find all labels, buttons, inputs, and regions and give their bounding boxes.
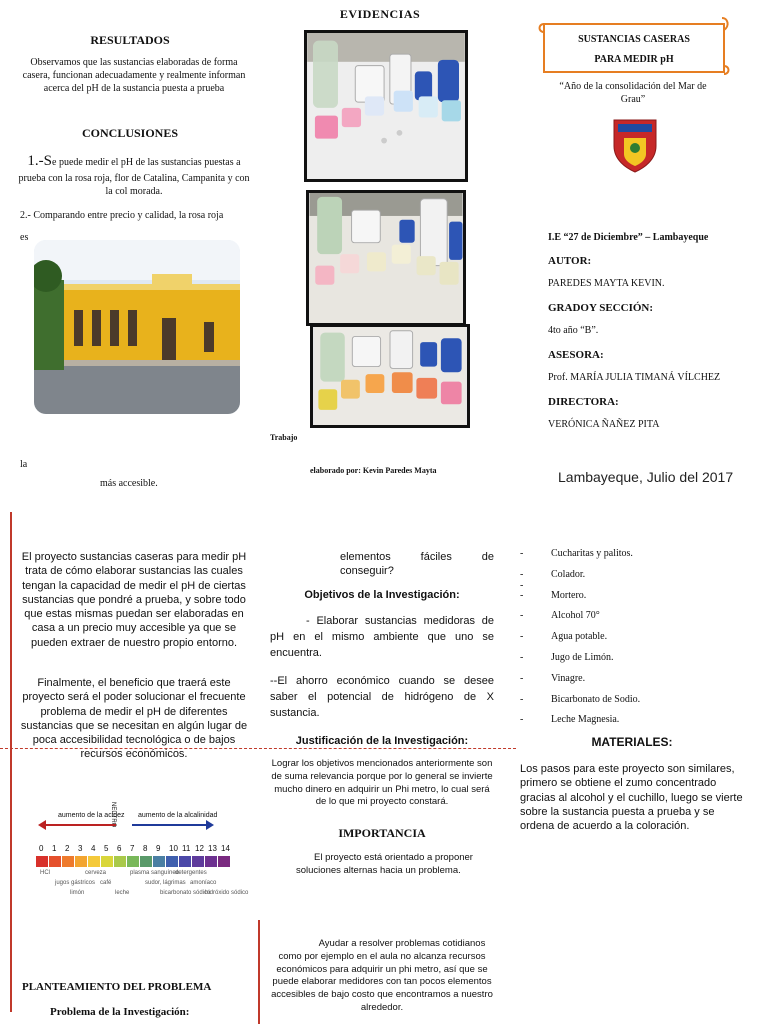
scale-alk-label: aumento de la alcalinidad — [138, 812, 218, 819]
scale-color-cell — [140, 856, 153, 867]
scale-item: limón — [70, 890, 85, 896]
grado-value: 4to año “B”. — [548, 325, 599, 336]
material-dash: -- — [520, 568, 524, 591]
title-scroll — [536, 16, 732, 76]
scale-color-cell — [153, 856, 166, 867]
material-dash: - — [520, 610, 524, 622]
scale-number: 11 — [182, 844, 191, 853]
evidencias-title: EVIDENCIAS — [339, 7, 421, 21]
grado-label: GRADOY SECCIÓN: — [548, 302, 654, 314]
scale-acid-label: aumento de la acidez — [58, 812, 125, 819]
conclusion-2-es: es — [20, 232, 29, 243]
scale-number: 13 — [208, 844, 217, 853]
material-text: Mortero. — [551, 589, 587, 601]
justificacion-title: Justificación de la Investigación: — [295, 735, 469, 747]
planteamiento-title: PLANTEAMIENTO DEL PROBLEMA — [22, 981, 212, 993]
materiales-title: MATERIALES: — [591, 735, 673, 749]
scale-item: plasma sanguíneo — [130, 870, 180, 876]
evidence-photo-2 — [306, 190, 466, 326]
trabajo-label: Trabajo — [270, 433, 298, 442]
scale-item: jugos gástricos — [55, 880, 96, 886]
justificacion-text: Lograr los objetivos mencionados anteriormente son de suma relevancia porque por lo general se invierte mucho dinero en adquirir un Phi metro, lo cual será de lo que mi proyecto constará. — [271, 758, 493, 808]
scale-number: 10 — [169, 844, 178, 853]
scale-numbers — [36, 844, 236, 854]
scale-item: amoníaco — [190, 880, 217, 886]
conclusion-2-la: la — [20, 459, 28, 470]
scale-number: 12 — [195, 844, 204, 853]
scale-number: 8 — [143, 844, 148, 853]
material-dash: - — [520, 589, 524, 601]
ph-scale — [36, 800, 249, 910]
school-shield-icon — [610, 116, 660, 174]
scroll-line-3: “Año de la consolidación del Mar de Grau” — [559, 81, 707, 105]
scale-arrows — [36, 818, 216, 832]
school-photo — [34, 240, 240, 414]
elementos-text-span: elementos fáciles de conseguir? — [340, 551, 494, 578]
red-divider-vertical-2 — [258, 920, 260, 1024]
material-text: Bicarbonato de Sodio. — [551, 693, 641, 705]
scale-item: leche — [115, 890, 130, 896]
scale-color-cell — [101, 856, 114, 867]
material-text: Alcohol 70° — [551, 610, 600, 622]
objetivo-2: --El ahorro económico cuando se desee saber el potencial de hidrógeno de X sustancia. — [270, 675, 494, 719]
scale-number: 14 — [221, 844, 230, 853]
scale-number: 4 — [91, 844, 96, 853]
ayudar-text: Ayudar a resolver problemas cotidianos como por ejemplo en el aula no alcanza recursos económicos para adquirir un phi metro, así que se puede elaborar medidores con tan pocos elementos accesibles de bajo costo que encontramos a nuestro alrededor. — [271, 938, 493, 1014]
red-divider-vertical — [10, 512, 12, 1012]
conclusion-2: 2.- Comparando entre precio y calidad, la rosa roja — [20, 210, 224, 221]
objetivos-title: Objetivos de la Investigación: — [304, 589, 460, 601]
finalmente-text: Finalmente, el beneficio que traerá este proyecto será el poder solucionar el frecuente problema de medir el pH de diferentes sustancias que se necesitan en algún lugar de poca accesibilidad tecnológica o de bajos recursos económicos. — [20, 677, 248, 761]
evidence-photo-3 — [310, 324, 470, 428]
conclusion-1-text: e puede medir el pH de las sustancias puestas a prueba con la rosa roja, flor de Catalina, Campanita y con la col morada. — [18, 157, 250, 197]
material-text: Agua potable. — [551, 631, 608, 643]
elementos-text — [340, 550, 494, 579]
conclusion-1-lead: 1.-S — [27, 153, 53, 169]
scale-color-cell — [179, 856, 192, 867]
scale-color-cell — [75, 856, 88, 867]
scale-color-cell — [49, 856, 62, 867]
evidence-photo-1 — [304, 30, 468, 182]
elaborado-label: elaborado por: Kevin Paredes Mayta — [310, 466, 437, 475]
scale-number: 1 — [52, 844, 57, 853]
scroll-line-1: SUSTANCIAS CASERAS — [578, 34, 690, 45]
material-dash: - — [520, 631, 524, 643]
material-text: Cucharitas y palitos. — [551, 548, 633, 559]
objetivo-1: - Elaborar sustancias medidoras de pH en el mismo ambiente que uno se encuentra. — [270, 615, 494, 659]
scale-color-cell — [62, 856, 75, 867]
scale-color-cells — [36, 856, 231, 867]
directora-label: DIRECTORA: — [548, 396, 619, 408]
conclusion-2-end: más accesible. — [100, 478, 158, 489]
importancia-text: El proyecto está orientado a proponer soluciones alternas hacia un problema. — [296, 852, 473, 876]
fecha: Lambayeque, Julio del 2017 — [558, 469, 734, 485]
scale-neutral-label: NEUTRO — [110, 802, 116, 828]
asesora-name: Prof. MARÍA JULIA TIMANÁ VÍLCHEZ — [548, 372, 721, 383]
scale-item: sudor, lágrimas — [145, 880, 186, 886]
scale-items — [36, 870, 249, 918]
scale-color-cell — [127, 856, 140, 867]
material-text: Leche Magnesia. — [551, 714, 620, 726]
material-text: Colador. — [551, 568, 586, 580]
pasos-text: Los pasos para este proyecto son similares, primero se obtiene el zumo concentrado gracias al alcohol y el cuchillo, luego se vierte sobre la sustancia puesta a prueba y se ordena de acuerdo a la coloración. — [520, 763, 743, 833]
problema-title: Problema de la Investigación: — [50, 1006, 190, 1018]
material-text: Jugo de Limón. — [551, 652, 614, 663]
material-dash: - — [520, 714, 524, 726]
scale-color-cell — [192, 856, 205, 867]
scale-color-cell — [218, 856, 231, 867]
material-dash: - — [520, 548, 524, 559]
asesora-label: ASESORA: — [548, 349, 604, 361]
scale-color-cell — [205, 856, 218, 867]
scale-number: 0 — [39, 844, 44, 853]
scale-number: 2 — [65, 844, 70, 853]
directora-name: VERÓNICA ÑAÑEZ PITA — [548, 419, 660, 430]
scroll-line-2: PARA MEDIR pH — [594, 54, 674, 65]
scale-color-cell — [166, 856, 179, 867]
scale-item: detergentes — [175, 870, 207, 876]
scale-number: 3 — [78, 844, 83, 853]
scale-item: café — [100, 880, 112, 886]
resultados-title: RESULTADOS — [90, 33, 170, 47]
scale-number: 5 — [104, 844, 109, 853]
material-dash: - — [520, 652, 524, 663]
conclusiones-title: CONCLUSIONES — [81, 126, 179, 140]
scale-color-cell — [36, 856, 49, 867]
conclusion-1 — [18, 152, 250, 198]
scale-item: HCl — [40, 870, 50, 876]
material-dash: - — [520, 672, 524, 684]
material-text: Vinagre. — [551, 672, 586, 684]
scale-number: 9 — [156, 844, 161, 853]
scale-number: 6 — [117, 844, 122, 853]
material-dash: - — [520, 693, 524, 705]
school-name: I.E “27 de Diciembre” – Lambayeque — [548, 232, 709, 243]
autor-name: PAREDES MAYTA KEVIN. — [548, 278, 665, 289]
intro-text: El proyecto sustancias caseras para medir pH trata de cómo elaborar sustancias las cuales tengan la capacidad de medir el pH de ciertas sustancias que pondré a prueba, y sobre todo que estas mismas puedan ser elaboradas en casa a un precio muy accesible ya que se pueden extraer de nuestro propio entorno. — [21, 551, 247, 649]
scale-item: hidróxido sódico — [205, 890, 249, 896]
scale-item: cerveza — [85, 870, 107, 876]
importancia-title: IMPORTANCIA — [338, 826, 426, 840]
resultados-text: Observamos que las sustancias elaboradas de forma casera, funcionan adecuadamente y realmente informan acerca del pH de la sustancia puesta a prueba — [22, 57, 246, 95]
autor-label: AUTOR: — [548, 255, 592, 267]
scale-color-cell — [114, 856, 127, 867]
scale-number: 7 — [130, 844, 135, 853]
scale-item: bicarbonato sódico — [160, 890, 211, 896]
scale-color-cell — [88, 856, 101, 867]
